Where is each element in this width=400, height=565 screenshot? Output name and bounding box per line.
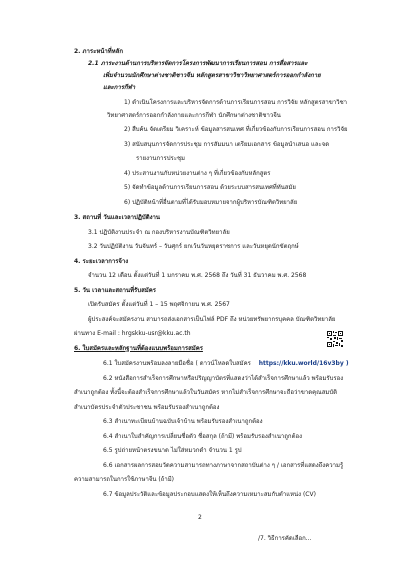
duty-item-3-cont: รายงานการประชุม [136, 155, 186, 162]
doc-item-6-2-line3: สำเนาบัตรประจำตัวประชาชน พร้อมรับรองสำเนาถูกต้อง [74, 404, 220, 411]
section-4-text: จำนวน 12 เดือน ตั้งแต่วันที่ 1 มกราคม พ.ศ. 2568 ถึง วันที่ 31 ธันวาคม พ.ศ. 2568 [88, 272, 307, 279]
page-number: 2 [198, 514, 202, 521]
section-3-2: 3.2 วันปฏิบัติงาน วันจันทร์ – วันศุกร์ ยกเว้นวันหยุดราชการ และวันหยุดนักขัตฤกษ์ [88, 243, 299, 250]
section-5-submit: ผู้ประสงค์จะสมัครงาน สามารถส่งเอกสารเป็นไฟล์ PDF ถึง หน่วยทรัพยากรบุคคล บัณฑิตวิทยาลัย [88, 316, 336, 323]
section-3-title: 3. สถานที่ วันและเวลาปฏิบัติงาน [74, 214, 160, 221]
duty-item-2: 2) สืบค้น จัดเตรียม วิเคราะห์ ข้อมูลสารสนเทศ ที่เกี่ยวข้องกับการเรียนการสอน การวิจัย [124, 126, 348, 133]
doc-item-6-2-line1: 6.2 หนังสือการสำเร็จการศึกษาหรือปริญญาบัตรที่แสดงว่าได้สำเร็จการศึกษาแล้ว พร้อมรับรอง [103, 375, 344, 382]
duty-item-3: 3) สนับสนุนการจัดการประชุม การสัมมนา เตรียมเอกสาร ข้อมูลนำเสนอ และจด [124, 141, 330, 148]
section-2-title: 2. ภาระหน้าที่หลัก [74, 48, 123, 55]
section-5-open: เปิดรับสมัคร ตั้งแต่วันที่ 1 – 15 พฤศจิกายน พ.ศ. 2567 [88, 301, 230, 308]
qr-code-icon [327, 331, 343, 347]
continued-next: /7. วิธีการคัดเลือก... [258, 535, 312, 542]
doc-item-6-6-line1: 6.6 เอกสารผลการสอบวัดความสามารถทางภาษาจากสถาบันต่าง ๆ / เอกสารที่แสดงถึงความรู้ [103, 462, 344, 469]
section-5-title: 5. วัน เวลาและสถานที่รับสมัคร [74, 287, 156, 294]
section-2-1-title-line1: 2.1 ภาระงานด้านการบริหารจัดการโครงการพัฒนาการเรียนการสอน การสื่อสารและ [88, 60, 308, 67]
duty-item-1-cont: วิทยาศาสตร์การออกกำลังกายและการกีฬา นักศึกษาต่างชาติชาวจีน [107, 112, 281, 119]
duty-item-1: 1) ดำเนินโครงการและบริหารจัดการด้านการเรียนการสอน การวิจัย หลักสูตรสาขาวิชา [124, 99, 348, 106]
section-2-1-title-line3: และการกีฬา [103, 84, 136, 91]
application-form-link[interactable]: https://kku.world/16v3by ) [258, 360, 349, 367]
doc-item-6-4: 6.4 สำเนาใบสำคัญการเปลี่ยนชื่อตัว ชื่อสกุล (ถ้ามี) พร้อมรับรองสำเนาถูกต้อง [103, 433, 302, 440]
section-2-1-title-line2: เพิ่มจำนวนนักศึกษาต่างชาติชาวจีน หลักสูตรสาขาวิชาวิทยาศาสตร์การออกกำลังกาย [103, 72, 321, 79]
doc-item-6-1-text: 6.1 ใบสมัครงานพร้อมลงลายมือชื่อ ( ดาวน์โหลดใบสมัคร [103, 360, 251, 367]
duty-item-6: 6) ปฏิบัติหน้าที่อื่นตามที่ได้รับมอบหมายจากผู้บริหารบัณฑิตวิทยาลัย [124, 199, 298, 206]
section-5-email: ผ่านทาง E-mail : hrgskku-usr@kku.ac.th [74, 330, 191, 337]
doc-item-6-5: 6.5 รูปถ่ายหน้าตรงขนาด ไม่ใส่หมวกดำ จำนวน 1 รูป [103, 447, 242, 454]
doc-item-6-3: 6.3 สำเนาทะเบียนบ้านฉบับเจ้าบ้าน พร้อมรับรองสำเนาถูกต้อง [103, 418, 263, 425]
section-4-title: 4. ระยะเวลาการจ้าง [74, 258, 129, 265]
doc-item-6-7: 6.7 ข้อมูลประวัติและข้อมูลประกอบแสดงให้เห็นถึงความเหมาะสมกับตำแหน่ง (CV) [103, 491, 316, 498]
doc-item-6-2-line2: สำเนาถูกต้อง ทั้งนี้จะต้องสำเร็จการศึกษาแล้วในวันสมัคร หากไม่สำเร็จการศึกษาจะถือว่าขาดคุณสมบัติ [74, 389, 338, 396]
section-3-1: 3.1 ปฏิบัติงานประจำ ณ กองบริหารงานบัณฑิตวิทยาลัย [88, 229, 230, 236]
doc-item-6-6-line2: ความสามารถในการใช้ภาษาจีน (ถ้ามี) [74, 476, 174, 483]
doc-item-6-1 [103, 360, 349, 368]
duty-item-5: 5) จัดทำข้อมูลด้านการเรียนการสอน ด้วยระบบสารสนเทศที่ทันสมัย [124, 184, 296, 191]
duty-item-4: 4) ประสานงานกับหน่วยงานต่าง ๆ ที่เกี่ยวข้องกับหลักสูตร [124, 170, 271, 177]
section-6-title: 6. ใบสมัครและหลักฐานที่ต้องแนบพร้อมการสมัคร [74, 345, 203, 352]
